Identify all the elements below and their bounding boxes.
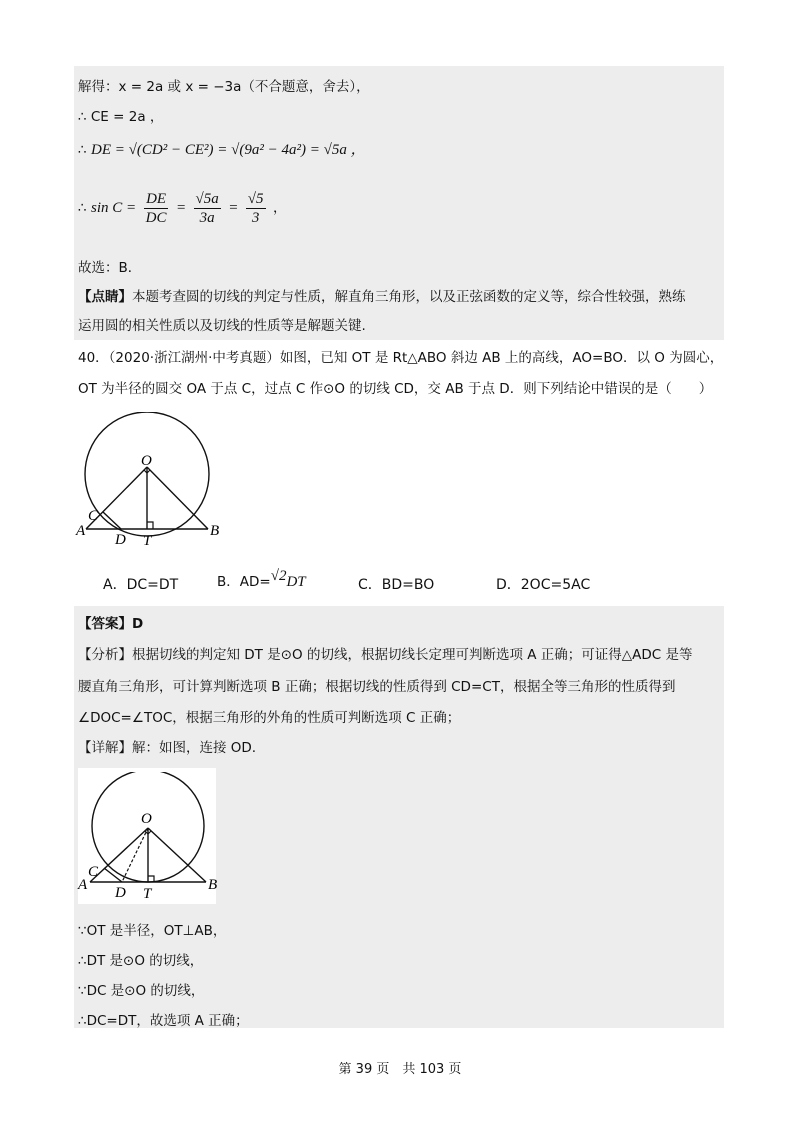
step-4: ∴DC=DT，故选项 A 正确； — [78, 1013, 249, 1029]
label-o-2: O — [141, 811, 152, 827]
sin-c-lhs: sin C = — [91, 200, 137, 216]
answer-line: 【答案】D — [78, 616, 144, 632]
de-equation: DE = √(CD² − CE²) = √(9a² − 4a²) = √5a ， — [91, 142, 366, 158]
option-c: C．BD=BO — [358, 577, 435, 593]
step-2: ∴DT 是⊙O 的切线， — [78, 953, 204, 969]
answer-choice-b: 故选：B． — [78, 260, 142, 276]
label-a-2: A — [78, 877, 88, 893]
label-c-2: C — [88, 864, 99, 880]
fraction-root5a-3a: $\frac{√5a}{3a}$ — [195, 190, 219, 226]
solution-line-4: ∴ sin C = $\frac{DE}{DC}$ = $\frac{√5a}{3a}$ = $\frac{√5}{3}$ ， — [78, 190, 287, 226]
solution-line-1: 解得：x = 2a 或 x = −3a（不合题意，舍去）， — [78, 79, 370, 95]
step-3: ∵DC 是⊙O 的切线， — [78, 983, 205, 999]
label-d: D — [115, 532, 126, 548]
label-t: T — [143, 533, 152, 549]
option-a: A．DC=DT — [103, 577, 179, 593]
therefore-symbol: ∴ — [78, 142, 87, 158]
detail-intro: 【详解】解：如图，连接 OD. — [78, 740, 257, 756]
option-b: B．AD=√2DT — [217, 568, 306, 590]
therefore-symbol-2: ∴ — [78, 200, 87, 216]
question-40-line-2: OT 为半径的圆交 OA 于点 C，过点 C 作⊙O 的切线 CD，交 AB 于点 D．则下列结论中错误的是（ ） — [78, 381, 713, 397]
comment-line-1: 【点睛】本题考查圆的切线的判定与性质，解直角三角形，以及正弦函数的定义等，综合性较强，熟练 — [78, 289, 686, 305]
label-c: C — [88, 508, 99, 524]
geometry-figure-2 — [72, 772, 222, 902]
label-d-2: D — [115, 885, 126, 901]
question-40-line-1: 40．（2020·浙江湖州·中考真题）如图，已知 OT 是 Rt△ABO 斜边 AB 上的高线，AO=BO．以 O 为圆心， — [78, 350, 724, 366]
label-a: A — [76, 523, 86, 539]
comment-label: 【点睛】 — [78, 289, 132, 305]
step-1: ∵OT 是半径，OT⊥AB， — [78, 923, 227, 939]
segment-od-dashed — [122, 828, 148, 882]
label-o: O — [141, 453, 152, 469]
right-angle-mark-t — [147, 522, 153, 529]
comment-line-2: 运用圆的相关性质以及切线的性质等是解题关键. — [78, 318, 366, 334]
solution-line-3 — [78, 140, 366, 160]
fraction-de-dc: $\frac{DE}{DC}$ — [145, 190, 167, 226]
analysis-line-2: 腰直角三角形，可计算判断选项 B 正确；根据切线的性质得到 CD=CT，根据全等三角形的性质得到 — [78, 679, 676, 695]
option-d: D．2OC=5AC — [496, 577, 591, 593]
page-footer: 第 39 页 共 103 页 — [338, 1062, 462, 1077]
label-t-2: T — [143, 886, 152, 902]
segment-ob — [147, 467, 208, 529]
fraction-root5-3: $\frac{√5}{3}$ — [247, 190, 264, 226]
geometry-figure-1 — [72, 412, 222, 552]
analysis-line-1: 【分析】根据切线的判定知 DT 是⊙O 的切线，根据切线长定理可判断选项 A 正确；可证得△ADC 是等 — [78, 647, 693, 663]
label-b-2: B — [208, 877, 218, 893]
label-b: B — [210, 523, 220, 539]
analysis-line-3: ∠DOC=∠TOC，根据三角形的外角的性质可判断选项 C 正确； — [78, 710, 461, 726]
solution-line-2: ∴ CE = 2a ， — [78, 109, 164, 125]
